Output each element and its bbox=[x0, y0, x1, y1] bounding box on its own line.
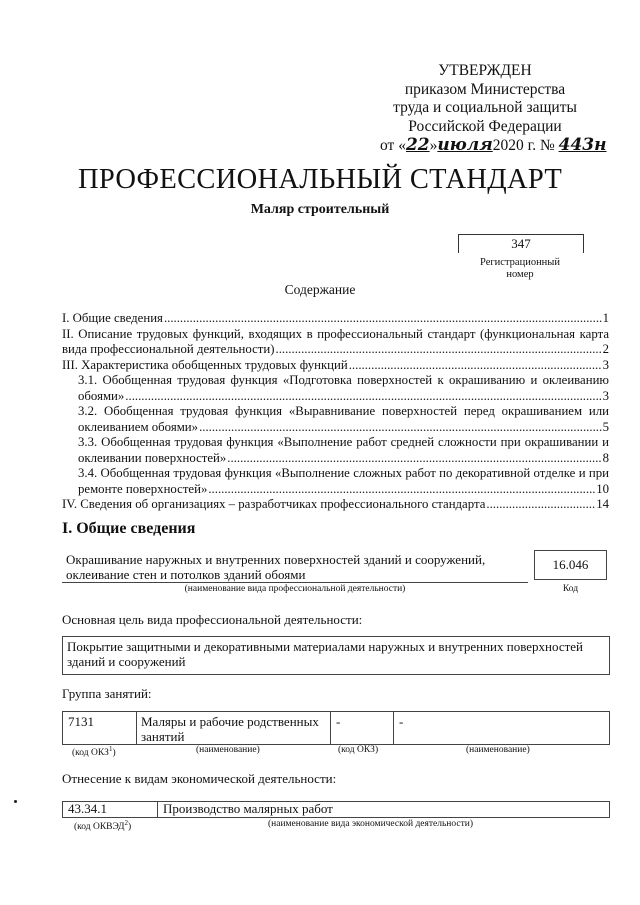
handwritten-day: 22 bbox=[405, 135, 430, 155]
toc-item: IV. Сведения об организациях – разработчиках профессионального стандарта ..... 14 bbox=[62, 497, 609, 513]
okved-code: 43.34.1 bbox=[68, 801, 107, 816]
okz-name-2: - bbox=[399, 714, 404, 729]
page-dot bbox=[14, 800, 17, 803]
code-box: 16.046 bbox=[534, 550, 607, 580]
toc-item: 3.1. Обобщенная трудовая функция «Подготовка поверхностей к окрашиванию и оклеиванию обоями» ..... 3 bbox=[62, 373, 609, 404]
toc-item: I. Общие сведения ..... 1 bbox=[62, 311, 609, 327]
page-title: ПРОФЕССИОНАЛЬНЫЙ СТАНДАРТ bbox=[77, 164, 563, 195]
goal-label: Основная цель вида профессиональной деятельности: bbox=[62, 612, 363, 627]
toc-item: 3.2. Обобщенная трудовая функция «Выравнивание поверхностей перед окрашиванием или оклеиванием обоями» ..... 5 bbox=[62, 404, 609, 435]
okz-code: 7131 bbox=[68, 714, 94, 729]
toc-item: III. Характеристика обобщенных трудовых функций ..... 3 bbox=[62, 358, 609, 374]
goal-box: Покрытие защитными и декоративными материалами наружных и внутренних поверхностей зданий и сооружений bbox=[62, 636, 610, 675]
toc-item: II. Описание трудовых функций, входящих в профессиональный стандарт (функциональная карта вида профессиональной деятельности) ..... 2 bbox=[62, 327, 609, 358]
approval-block bbox=[380, 62, 607, 156]
approval-date: от «22»июля2020 г. № 443н bbox=[380, 135, 607, 155]
caption-okved-name: (наименование вида экономической деятельности) bbox=[268, 819, 473, 829]
activity-caption: (наименование вида профессиональной деятельности) bbox=[184, 584, 406, 594]
section-heading: I. Общие сведения bbox=[62, 520, 196, 537]
econ-label: Отнесение к видам экономической деятельности: bbox=[62, 771, 337, 786]
caption-okved: (код ОКВЭД$^2$) bbox=[74, 819, 132, 833]
okved-name: Производство малярных работ bbox=[163, 801, 333, 816]
table-of-contents bbox=[62, 311, 609, 513]
toc-item: 3.3. Обобщенная трудовая функция «Выполнение работ средней сложности при окрашивании и оклеивании поверхностей» ..... 8 bbox=[62, 435, 609, 466]
handwritten-number: 443н bbox=[558, 135, 607, 155]
page-subtitle: Маляр строительный bbox=[250, 202, 390, 217]
approval-line: УТВЕРЖДЕН bbox=[438, 62, 532, 79]
contents-heading: Содержание bbox=[284, 282, 356, 297]
okz-code-2: - bbox=[336, 714, 341, 729]
caption-okz: (код ОКЗ$^1$) bbox=[72, 745, 116, 759]
approval-line: труда и социальной защиты bbox=[393, 99, 577, 116]
code-caption: Код bbox=[562, 584, 579, 594]
caption-name: (наименование) bbox=[196, 745, 260, 755]
handwritten-month: июля bbox=[437, 135, 493, 155]
activity-name: Окрашивание наружных и внутренних поверхностей зданий и сооружений, оклеивание стен и потолков зданий обоями bbox=[66, 552, 486, 582]
approval-line: Российской Федерации bbox=[408, 117, 562, 135]
okved-table bbox=[62, 801, 610, 818]
caption-name-2: (наименование) bbox=[466, 745, 530, 755]
approval-line: приказом Министерства bbox=[404, 80, 566, 98]
okz-name: Маляры и рабочие родственных занятий bbox=[141, 714, 319, 744]
registration-label: Регистрационный номер bbox=[480, 257, 560, 280]
caption-okz-2: (код ОКЗ) bbox=[338, 745, 379, 755]
group-label: Группа занятий: bbox=[62, 686, 152, 701]
registration-number-box: 347 bbox=[458, 234, 584, 253]
toc-item: 3.4. Обобщенная трудовая функция «Выполнение сложных работ по декоративной отделке и при ремонте поверхностей» ..... 10 bbox=[62, 466, 609, 497]
